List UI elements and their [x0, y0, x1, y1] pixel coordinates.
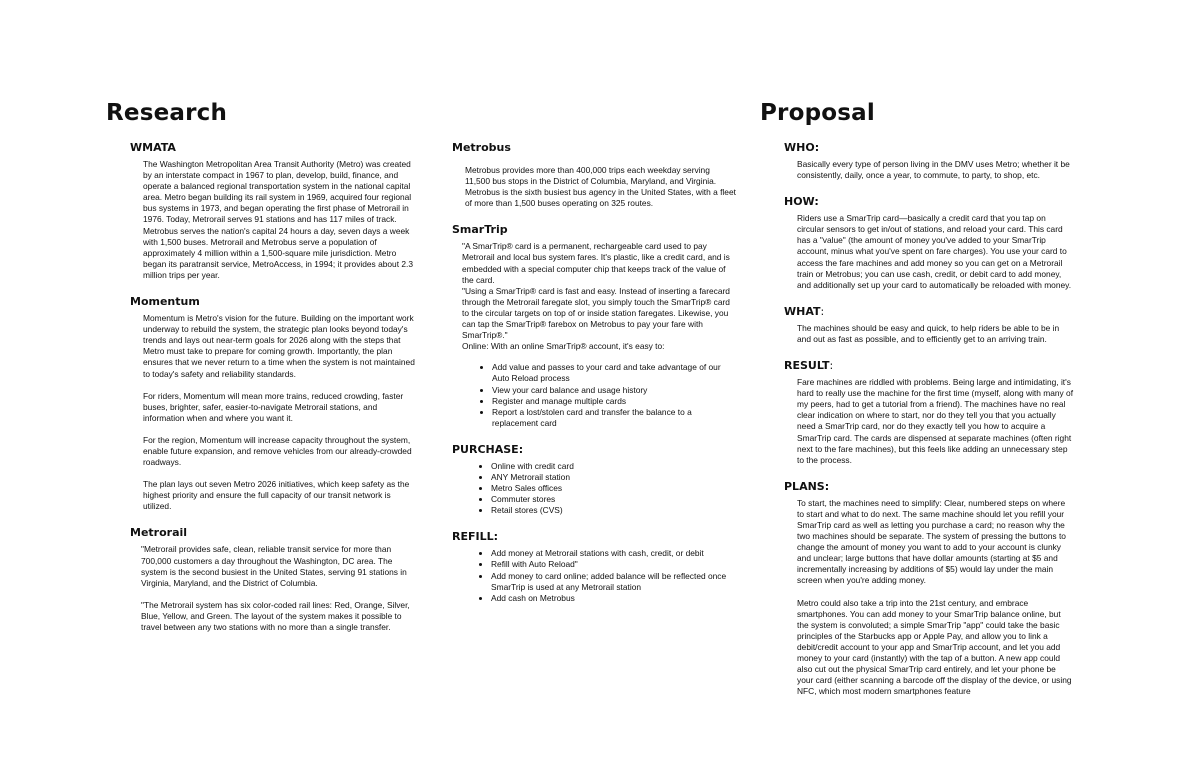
list-item: • Add value and passes to your card and take advantage of our Auto Reload process [492, 362, 737, 384]
list-item: • Retail stores (CVS) [491, 505, 737, 516]
result-body [797, 377, 1074, 466]
plans-heading: PLANS: [784, 479, 830, 493]
metrorail-body [141, 544, 420, 633]
what-heading: WHAT [784, 304, 821, 318]
wmata-section [130, 141, 420, 281]
smartrip-heading: SmarTrip [452, 223, 508, 237]
purchase-heading: PURCHASE: [452, 442, 524, 456]
what-colon: : [820, 304, 825, 318]
metrobus-section [452, 141, 737, 209]
refill-list [452, 548, 737, 603]
list-item: • ANY Metrorail station [491, 472, 737, 483]
metrobus-body [465, 165, 737, 209]
smartrip-paragraph: "Using a SmarTrip® card is fast and easy. Instead of inserting a farecard through the Metrorail faregate slot, you simply touch the SmarTrip® card to the circular targets on top of or inside station faregates. Likewise, you can tap the SmarTrip® farebox on Metrobus to pay your fare with SmarTrip®." [462, 285, 730, 341]
purchase-section [452, 443, 737, 516]
momentum-heading: Momentum [130, 295, 200, 309]
who-text: Basically every type of person living in the DMV uses Metro; whether it be consistently, daily, once a year, to commute, to party, to shop, etc. [797, 159, 1070, 181]
list-item: • View your card balance and usage history [492, 385, 737, 396]
list-item: • Online with credit card [491, 461, 737, 472]
momentum-paragraph: For riders, Momentum will mean more trains, reduced crowding, faster buses, brighter, safer, easier-to-navigate Metrorail stations, and information when and where you want it. [143, 390, 404, 423]
what-text: The machines should be easy and quick, to help riders be able to be in and out as fast as possible, and to efficiently get to an arriving train. [797, 322, 1060, 344]
what-heading-row [784, 305, 1074, 319]
plans-paragraph: To start, the machines need to simplify: Clear, numbered steps on where to start and what to do next. The same machine should let you refill your SmarTrip card as well as letting you purchase a card; no reason why the two machines should be separate. The system of pressing the buttons to change the amount of money you want to add to your account is clunky and unclear; large buttons that have dollar amounts (starting at $5 and incrementally increasing by additions of $5) would lay under the main screen when you're adding money. [797, 497, 1066, 586]
smartrip-paragraph: Online: With an online SmarTrip® account, it's easy to: [462, 341, 665, 352]
proposal-title: Proposal [760, 100, 875, 126]
how-body [797, 213, 1074, 291]
metrobus-text: Metrobus provides more than 400,000 trips each weekday serving 11,500 bus stops in the District of Columbia, Maryland, and Virginia. Metrobus is the sixth busiest bus agency in the United States, with a fleet of more than 1,500 buses operating on 325 routes. [465, 165, 736, 209]
plans-section [784, 480, 1074, 698]
result-heading: RESULT [784, 359, 830, 373]
plans-paragraph: Metro could also take a trip into the 21st century, and embrace smartphones. You can add money to your SmarTrip balance online, but the system is convoluted; a simple SmarTrip "app" could take the basic principles of the Starbucks app or Apple Pay, and allow you to link a debit/credit account to your app and SmarTrip account, and let you add money to your card (instantly) with the tap of a button. A new app could also cut out the physical SmarTrip card entirely, and let your phone be your card (either scanning a barcode off the display of the device, or using NFC, which most modern smartphones feature [797, 597, 1072, 697]
what-section [784, 305, 1074, 345]
list-item: • Add money at Metrorail stations with cash, credit, or debit [491, 548, 737, 559]
who-heading: WHO: [784, 141, 820, 154]
refill-section [452, 530, 737, 603]
purchase-list [452, 461, 737, 516]
metrorail-section [130, 526, 420, 633]
wmata-heading: WMATA [130, 141, 176, 154]
result-heading-row [784, 359, 1074, 373]
wmata-body [143, 159, 420, 281]
how-heading: HOW: [784, 195, 819, 209]
what-body [797, 323, 1074, 345]
momentum-body [143, 313, 420, 512]
metrorail-paragraph: "Metrorail provides safe, clean, reliable transit service for more than 700,000 customers a day throughout the Washington, DC area. The system is the second busiest in the United States, serving 91 stations in Virginia, Maryland, and the District of Columbia. [141, 544, 407, 588]
plans-body [797, 498, 1074, 698]
smartrip-online-list [462, 362, 737, 429]
research-title: Research [106, 100, 228, 126]
momentum-paragraph: Momentum is Metro's vision for the future. Building on the important work underway to rebuild the system, the strategic plan looks beyond today's trends and lays out near-term goals for 2026 along with the steps that Metro must take to prepare for coming growth. Importantly, the plan ensures that we never return to a time when the system is not maintained to today's safety and reliability standards. [143, 313, 415, 379]
list-item: • Add money to card online; added balance will be reflected once SmarTrip is used at any Metrorail station [491, 571, 737, 593]
metrobus-heading: Metrobus [452, 141, 511, 154]
list-item: • Report a lost/stolen card and transfer the balance to a replacement card [492, 407, 737, 429]
list-item: • Commuter stores [491, 494, 737, 505]
smartrip-body [462, 241, 737, 429]
result-colon: : [829, 359, 834, 373]
list-item: • Refill with Auto Reload" [491, 559, 737, 570]
smartrip-section [452, 223, 737, 429]
momentum-paragraph: For the region, Momentum will increase capacity throughout the system, enable future expansion, and remove vehicles from our already-crowded roadways. [143, 434, 412, 468]
refill-heading: REFILL: [452, 530, 499, 544]
proposal-column [784, 141, 1074, 705]
result-section [784, 359, 1074, 466]
who-body [797, 159, 1074, 181]
list-item: • Metro Sales offices [491, 483, 737, 494]
smartrip-paragraph: "A SmarTrip® card is a permanent, rechargeable card used to pay Metrorail and local bus system fares. It's plastic, like a credit card, and is embedded with a special computer chip that keeps track of the value of the card. [462, 241, 730, 285]
momentum-section [130, 295, 420, 512]
research-column-1 [130, 141, 420, 641]
research-column-2 [452, 141, 737, 612]
list-item: • Register and manage multiple cards [492, 396, 737, 407]
how-section [784, 195, 1074, 291]
result-text: Fare machines are riddled with problems. Being large and intimidating, it's hard to really use the machine for the first time (myself, along with many of my peers, had to get a tutorial from a friend). The machines have no real clear indication on where to start, nor do they tell you that you actually need a SmarTrip card, nor do they exactly tell you how to acquire a SmarTrip card. The cards are dispensed at separate machines (often right next to the fare machines), but this feels like adding an unnecessary step to the process. [797, 377, 1074, 465]
who-section [784, 141, 1074, 181]
wmata-text: The Washington Metropolitan Area Transit Authority (Metro) was created by an interstate compact in 1967 to plan, develop, build, finance, and operate a balanced regional transportation system in the national capital area. Metro began building its rail system in 1969, acquired four regional bus systems in 1973, and began operating the first phase of Metrorail in 1976. Today, Metrorail serves 91 stations and has 117 miles of track. Metrobus serves the nation's capital 24 hours a day, seven days a week with 1,500 buses. Metrorail and Metrobus serve a population of approximately 4 million within a 1,500-square mile jurisdiction. Metro began its paratransit service, MetroAccess, in 1994; it provides about 2.3 million trips per year. [143, 159, 414, 280]
metrorail-heading: Metrorail [130, 526, 188, 540]
how-text: Riders use a SmarTrip card—basically a credit card that you tap on circular sensors to get in/out of stations, and reload your card. This card has a "value" (the amount of money you've added to your SmarTrip account, minus what you've spent on fare charges). You use your card to access the fare machines and add money so you can get on a Metrorail train or Metrobus; you can use cash, credit, or debit card to add money, and additionally set up your card to automatically be reloaded with money. [797, 213, 1072, 290]
list-item: • Add cash on Metrobus [491, 593, 737, 604]
metrorail-paragraph: "The Metrorail system has six color-coded rail lines: Red, Orange, Silver, Blue, Yellow, and Green. The layout of the system makes it possible to travel between any two stations with no more than a single transfer. [141, 599, 410, 632]
momentum-paragraph: The plan lays out seven Metro 2026 initiatives, which keep safety as the highest priority and ensure the full capacity of our transit network is utilized. [143, 479, 410, 512]
